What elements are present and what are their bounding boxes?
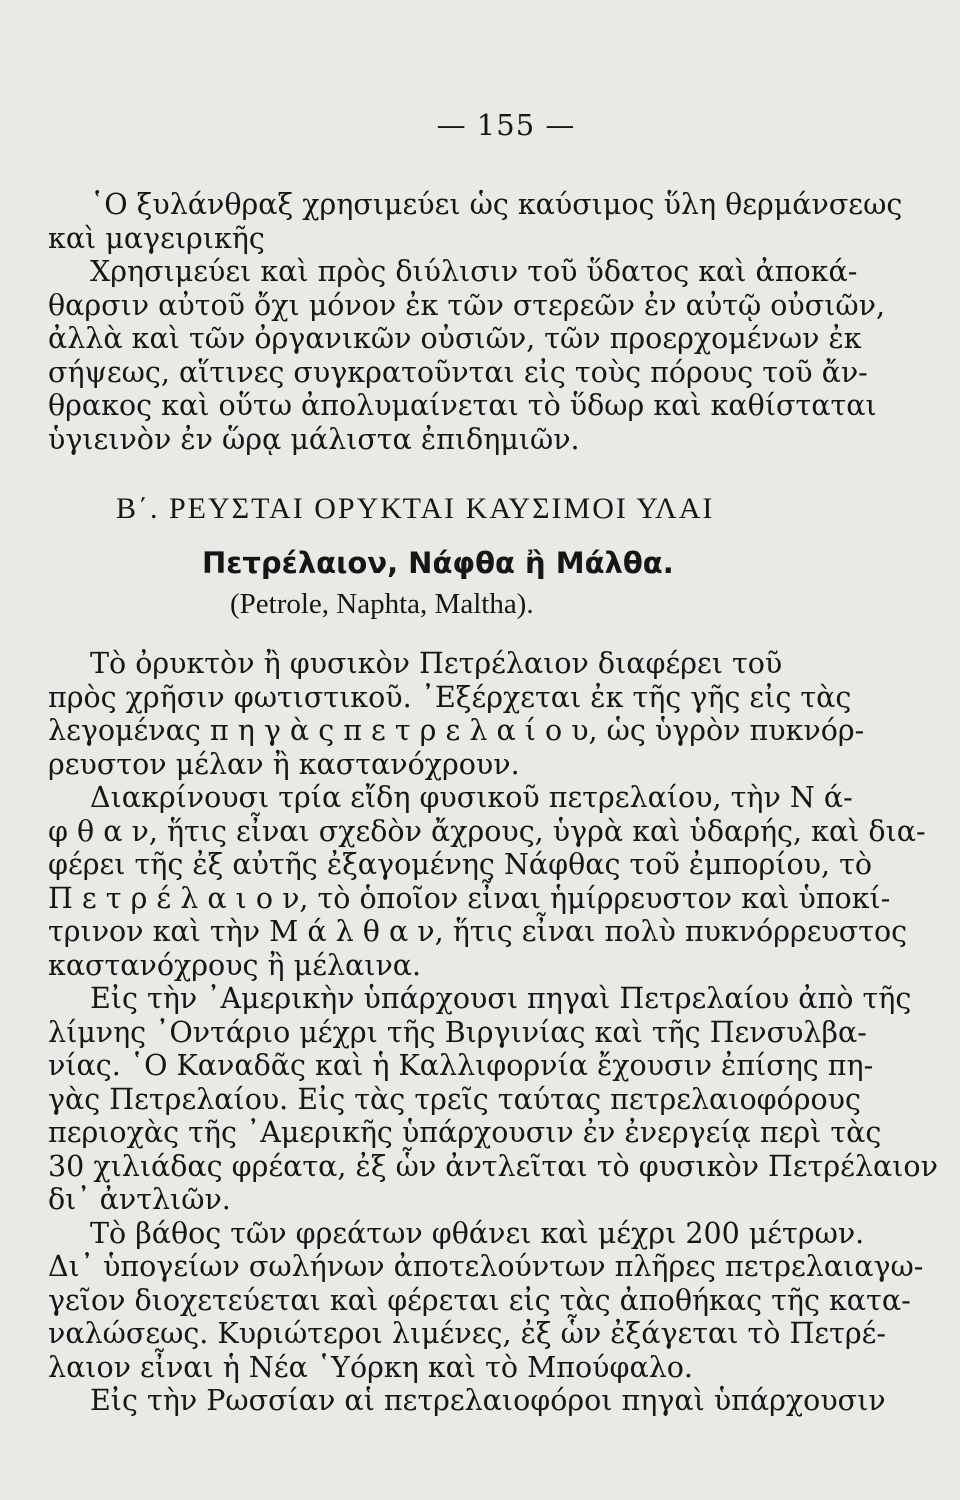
text-line: περιοχὰς τῆς ᾿Αμερικῆς ὑπάρχουσιν ἐν ἐνεργείᾳ περὶ τὰς	[48, 1116, 882, 1149]
text-line: Διακρίνουσι τρία εἴδη φυσικοῦ πετρελαίου, τὴν Ν ά-	[90, 781, 853, 814]
paragraph	[48, 647, 865, 781]
text-line: γεῖον διοχετεύεται καὶ φέρεται εἰς τὰς ἀποθήκας τῆς κατα-	[48, 1283, 911, 1317]
paragraph	[48, 1216, 924, 1385]
paragraph	[48, 188, 903, 255]
text-line: φ θ α ν, ἥτις εἶναι σχεδὸν ἄχρους, ὑγρὰ καὶ ὑδαρής, καὶ δια-	[48, 814, 926, 848]
text-line: φέρει τῆς ἐξ αὐτῆς ἐξαγομένης Νάφθας τοῦ ἐμπορίου, τὸ	[48, 848, 872, 881]
text-line: τρινον καὶ τὴν Μ ά λ θ α ν, ἥτις εἶναι πολὺ πυκνόρρευστος	[48, 915, 908, 948]
text-line: Τὸ ὀρυκτὸν ἢ φυσικὸν Πετρέλαιον διαφέρει τοῦ	[90, 647, 783, 680]
text-line: Δι᾿ ὑπογείων σωλήνων ἀποτελούντων πλῆρες πετρελαιαγω-	[48, 1250, 924, 1283]
text-line: σήψεως, αἵτινες συγκρατοῦνται εἰς τοὺς πόρους τοῦ ἄν-	[48, 355, 868, 389]
text-line: Εἰς τὴν ᾿Αμερικὴν ὑπάρχουσι πηγαὶ Πετρελαίου ἀπὸ τῆς	[90, 982, 912, 1015]
body-text	[48, 647, 938, 1418]
text-line: θαρσιν αὐτοῦ ὄχι μόνον ἐκ τῶν στερεῶν ἐν αὐτῷ οὐσιῶν,	[48, 288, 886, 322]
subheading: Πετρέλαιον, Νάφθα ἢ Μάλθα.	[202, 546, 674, 580]
subheading-latin: (Petrole, Naphta, Maltha).	[230, 588, 534, 620]
text-line: λεγομένας π η γ ὰ ς π ε τ ρ ε λ α ί ο υ, ὡς ὑγρὸν πυκνόρ-	[48, 714, 865, 747]
text-line: θρακος καὶ οὕτω ἀπολυμαίνεται τὸ ὕδωρ καὶ καθίσταται	[48, 389, 877, 422]
text-line: πρὸς χρῆσιν φωτιστικοῦ. ᾿Εξέρχεται ἐκ τῆς γῆς εἰς τὰς	[48, 680, 852, 714]
paragraph	[48, 255, 886, 456]
section-heading: Β΄. ΡΕΥΣΤΑΙ ΟΡΥΚΤΑΙ ΚΑΥΣΙΜΟΙ ΥΛΑΙ	[116, 492, 715, 525]
paragraph	[48, 1384, 886, 1418]
text-line: ῾Ο ξυλάνθραξ χρησιμεύει ὡς καύσιμος ὕλη θερμάνσεως	[90, 188, 903, 221]
top-text	[48, 188, 903, 456]
text-line: δι᾿ ἀντλιῶν.	[48, 1183, 231, 1216]
text-line: ἀλλὰ καὶ τῶν ὀργανικῶν οὐσιῶν, τῶν προερχομένων ἐκ	[48, 322, 862, 355]
text-line: Τὸ βάθος τῶν φρεάτων φθάνει καὶ μέχρι 200 μέτρων.	[90, 1216, 865, 1250]
text-line: ὑγιεινὸν ἐν ὥρᾳ μάλιστα ἐπιδημιῶν.	[48, 422, 580, 456]
text-line: νίας. ῾Ο Καναδᾶς καὶ ἡ Καλλιφορνία ἔχουσιν ἐπίσης πη-	[48, 1049, 874, 1082]
text-line: καὶ μαγειρικῆς	[48, 221, 265, 255]
text-line: ρευστον μέλαν ἢ καστανόχρουν.	[48, 747, 520, 781]
paragraph	[48, 982, 938, 1217]
text-line: λίμνης ᾿Οντάριο μέχρι τῆς Βιργινίας καὶ τῆς Πενσυλβα-	[48, 1015, 867, 1049]
text-line: Εἰς τὴν Ρωσσίαν αἱ πετρελαιοφόροι πηγαὶ ὑπάρχουσιν	[90, 1384, 886, 1417]
text-line: λαιον εἶναι ἡ Νέα ῾Υόρκη καὶ τὸ Μπούφαλο.	[48, 1350, 693, 1384]
text-line: γὰς Πετρελαίου. Εἰς τὰς τρεῖς ταύτας πετρελαιοφόρους	[48, 1082, 861, 1116]
text-line: Π ε τ ρ έ λ α ι ο ν, τὸ ὁποῖον εἶναι ἡμίρρευστον καὶ ὑποκί-	[48, 881, 891, 915]
text-line: ναλώσεως. Κυριώτεροι λιμένες, ἐξ ὧν ἐξάγεται τὸ Πετρέ-	[48, 1317, 887, 1350]
page-number: — 155 —	[436, 108, 576, 142]
text-line: 30 χιλιάδας φρέατα, ἐξ ὧν ἀντλεῖται τὸ φυσικὸν Πετρέλαιον	[48, 1149, 938, 1183]
paragraph	[48, 781, 926, 982]
text-line: Χρησιμεύει καὶ πρὸς διύλισιν τοῦ ὕδατος καὶ ἀποκά-	[90, 255, 858, 288]
text-line: καστανόχρους ἢ μέλαινα.	[48, 948, 422, 982]
